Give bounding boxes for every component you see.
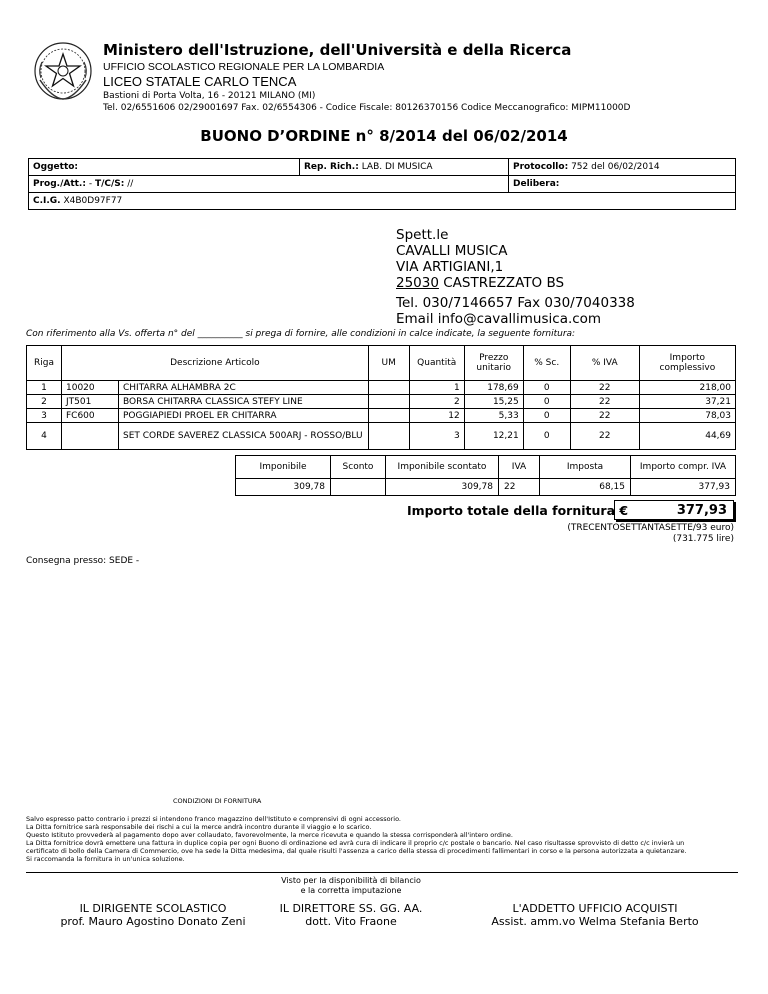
school-address: Bastioni di Porta Volta, 16 - 20121 MILANO (MI) xyxy=(103,91,316,101)
recipient-email: Email info@cavallimusica.com xyxy=(396,311,602,327)
col-importo: Importo complessivo xyxy=(639,346,735,381)
signature-dirigente-name: prof. Mauro Agostino Donato Zeni xyxy=(60,915,246,928)
condition-line: La Ditta fornitrice sarà responsabile dei rischi a cui la merce andrà incontro durante il viaggio e lo scarico. xyxy=(26,823,372,831)
grand-total-label: Importo totale della fornitura € xyxy=(407,503,629,518)
signature-addetto-role: L'ADDETTO UFFICIO ACQUISTI xyxy=(512,902,678,915)
totals-header-row: Imponibile Sconto Imponibile scontato IVA Imposta Importo compr. IVA xyxy=(236,456,736,479)
signature-direttore-role: IL DIRETTORE SS. GG. AA. xyxy=(279,902,423,915)
prog-att-cell: Prog./Att.: - T/C/S: // xyxy=(29,176,509,193)
order-title: BUONO D’ORDINE n° 8/2014 del 06/02/2014 xyxy=(200,127,568,145)
signature-dirigente-role: IL DIRIGENTE SCOLASTICO xyxy=(79,902,227,915)
signature-addetto-name: Assist. amm.vo Welma Stefania Berto xyxy=(491,915,699,928)
items-header-row xyxy=(27,346,736,381)
school-contacts: Tel. 02/6551606 02/29001697 Fax. 02/6554306 - Codice Fiscale: 80126370156 Codice Meccanografico: MIPM11000D xyxy=(103,103,631,113)
recipient-street: VIA ARTIGIANI,1 xyxy=(396,259,504,275)
offer-reference-text: Con riferimento alla Vs. offerta n° del __________ si prega di fornire, alle condizioni in calce indicate, la seguente fornitura: xyxy=(26,329,576,339)
recipient-city: 25030 CASTREZZATO BS xyxy=(396,275,565,291)
recipient-telfax: Tel. 030/7146657 Fax 030/7040338 xyxy=(396,295,635,311)
signature-direttore-name: dott. Vito Fraone xyxy=(305,915,397,928)
ministero-heading: Ministero dell'Istruzione, dell'Università e della Ricerca xyxy=(103,41,572,59)
condition-line: Salvo espresso patto contrario i prezzi si intendono franco magazzino dell'Istituto e comprensivi di ogni accessorio. xyxy=(26,815,401,823)
table-row: 2 JT501 BORSA CHITARRA CLASSICA STEFY LINE 2 15,25 0 22 37,21 xyxy=(27,395,736,409)
table-row: 4 SET CORDE SAVEREZ CLASSICA 500ARJ - ROSSO/BLU 3 12,21 0 22 44,69 xyxy=(27,423,736,450)
visto-line-1: Visto per la disponibilità di bilancio xyxy=(281,876,421,885)
col-riga: Riga xyxy=(27,346,62,381)
liceo-heading: LICEO STATALE CARLO TENCA xyxy=(103,74,297,89)
oggetto-cell: Oggetto: xyxy=(29,159,300,176)
condition-line: certificato di bollo della Camera di Commercio, ove ha sede la Ditta medesima, dal quale risulti l'assenza a carico della stessa di procedimenti fallimentari in corso e la persona autorizzata a quietanzare. xyxy=(26,847,687,855)
col-prezzo: Prezzo unitario xyxy=(464,346,523,381)
condition-line: La Ditta fornitrice dovrà emettere una fattura in duplice copia per ogni Buono di ordinazione ed avrà cura di indicare il proprio c/c postale o bancario. Nel caso risultasse sprovvisto di detto c/c invierà un xyxy=(26,839,685,847)
condition-line: Si raccomanda la fornitura in un'unica soluzione. xyxy=(26,855,185,863)
rep-rich-cell: Rep. Rich.: LAB. DI MUSICA xyxy=(300,159,509,176)
cig-cell: C.I.G. X4B0D97F77 xyxy=(29,193,736,210)
delibera-cell: Delibera: xyxy=(509,176,736,193)
col-quantita: Quantità xyxy=(409,346,464,381)
ufficio-heading: UFFICIO SCOLASTICO REGIONALE PER LA LOMBARDIA xyxy=(103,61,385,73)
items-table xyxy=(26,345,736,450)
recipient-spett: Spett.le xyxy=(396,227,449,243)
delivery-location: Consegna presso: SEDE - xyxy=(26,556,140,566)
col-sconto: % Sc. xyxy=(523,346,570,381)
order-info-table xyxy=(28,158,736,210)
totals-table xyxy=(235,455,736,496)
totals-values-row: 309,78 309,78 22 68,15 377,93 xyxy=(236,479,736,496)
total-in-lire: (731.775 lire) xyxy=(672,534,734,544)
grand-total-value: 377,93 xyxy=(614,500,734,520)
total-in-words: (TRECENTOSETTANTASETTE/93 euro) xyxy=(567,523,734,533)
col-um: UM xyxy=(368,346,409,381)
italian-republic-emblem-icon xyxy=(32,40,94,102)
table-row: 3 FC600 POGGIAPIEDI PROEL ER CHITARRA 12 5,33 0 22 78,03 xyxy=(27,409,736,423)
visto-line-2: e la corretta imputazione xyxy=(300,886,402,895)
conditions-title: CONDIZIONI DI FORNITURA xyxy=(173,797,262,805)
col-iva: % IVA xyxy=(570,346,639,381)
table-row: 1 10020 CHITARRA ALHAMBRA 2C 1 178,69 0 22 218,00 xyxy=(27,381,736,395)
col-descrizione: Descrizione Articolo xyxy=(62,346,369,381)
signature-divider xyxy=(26,872,738,873)
condition-line: Questo Istituto provvederà al pagamento dopo aver collaudato, favorevolmente, la merce ricevuta e quando la stessa corrisponderà all'intero ordine. xyxy=(26,831,513,839)
recipient-name: CAVALLI MUSICA xyxy=(396,243,508,259)
protocollo-cell: Protocollo: 752 del 06/02/2014 xyxy=(509,159,736,176)
